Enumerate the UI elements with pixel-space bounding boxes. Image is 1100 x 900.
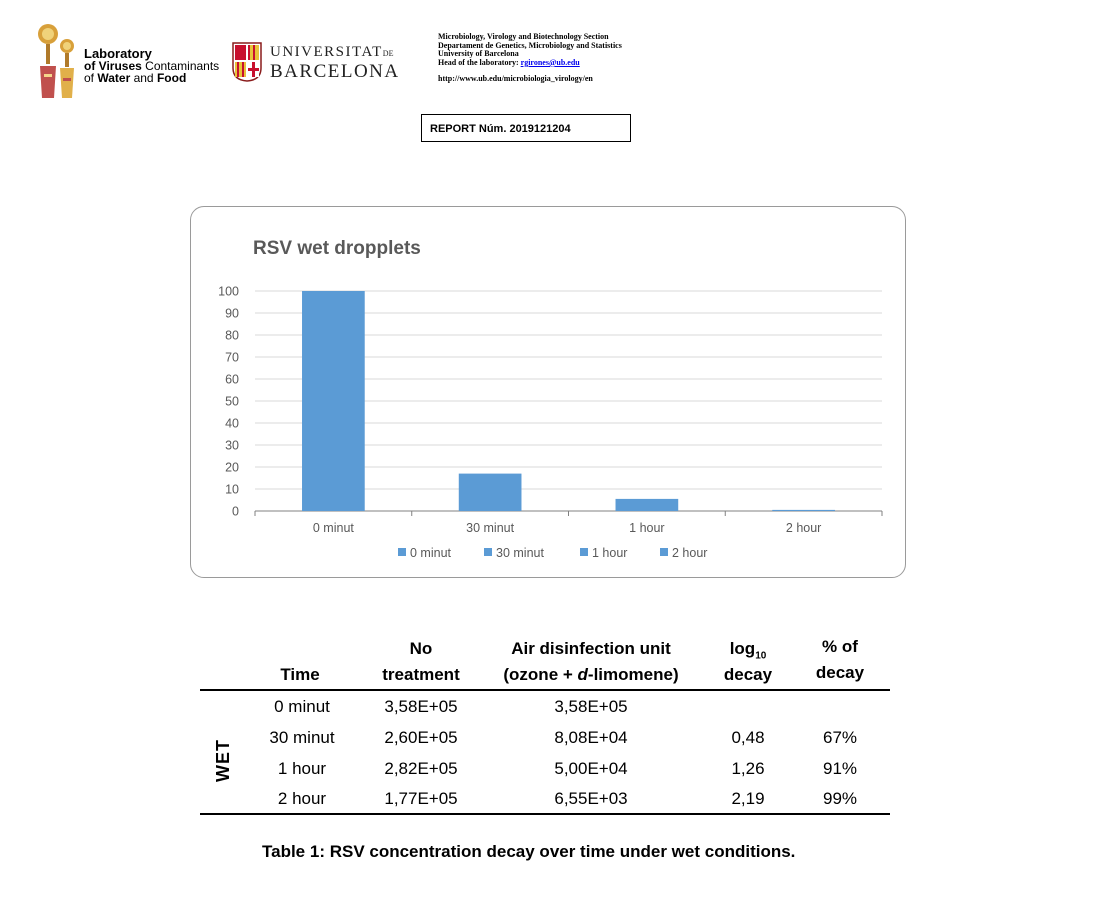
cell-time: 0 minut	[274, 697, 330, 716]
y-tick-label: 10	[225, 482, 239, 497]
header-time: Time	[280, 665, 320, 684]
info-department: Departament de Genetics, Microbiology and Statistics	[438, 40, 622, 50]
cell-pct: 99%	[822, 789, 858, 808]
legend-swatch	[398, 548, 406, 556]
lab-logo-line1: Laboratory	[84, 46, 152, 61]
legend-swatch	[484, 548, 492, 556]
cell-no-treatment: 1,77E+05	[384, 789, 458, 808]
legend-swatch	[580, 548, 588, 556]
cell-unit: 6,55E+03	[554, 789, 628, 808]
legend-swatch	[660, 548, 668, 556]
cell-no-treatment: 3,58E+05	[384, 697, 458, 716]
header-info	[438, 33, 622, 84]
x-tick-label: 0 minut	[312, 521, 354, 535]
info-head: Head of the laboratory: rgirones@ub.edu	[438, 57, 580, 67]
info-university: University of Barcelona	[438, 49, 519, 59]
y-tick-label: 80	[225, 328, 239, 343]
cell-no-treatment: 2,82E+05	[384, 759, 458, 778]
x-tick-label: 30 minut	[466, 521, 515, 535]
head-email-link[interactable]: rgirones@ub.edu	[520, 57, 580, 67]
chart-title: RSV wet dropplets	[253, 238, 421, 259]
header-pct-1: % of	[822, 637, 858, 656]
bar	[772, 510, 835, 511]
header-log-2: decay	[723, 665, 773, 684]
lab-logo-line2: of Viruses Contaminants	[84, 59, 220, 73]
group-label-wet: WET	[213, 739, 233, 782]
report-number-box: REPORT Núm. 2019121204	[421, 114, 631, 142]
x-tick-label: 1 hour	[629, 521, 665, 535]
university-name	[270, 44, 400, 82]
legend-label: 30 minut	[496, 546, 544, 560]
cell-unit: 3,58E+05	[554, 697, 628, 716]
header-pct-2: decay	[815, 663, 865, 682]
cell-time: 2 hour	[277, 789, 327, 808]
legend-label: 0 minut	[410, 546, 451, 560]
cell-pct: 91%	[822, 759, 858, 778]
bar-chart	[191, 207, 907, 579]
university-name-line1: UNIVERSITATDE	[270, 44, 394, 60]
lab-logo	[36, 22, 226, 102]
lab-logo-text	[84, 48, 219, 84]
cell-log: 2,19	[731, 789, 765, 808]
x-tick-label: 2 hour	[785, 521, 822, 535]
cell-time: 1 hour	[277, 759, 327, 778]
table-bottom-rule	[200, 813, 890, 815]
y-tick-label: 70	[225, 350, 239, 365]
y-tick-label: 20	[225, 460, 239, 475]
cell-log: 1,26	[731, 759, 765, 778]
chart-container	[190, 206, 906, 578]
table-caption: Table 1: RSV concentration decay over time under wet conditions.	[262, 842, 796, 861]
y-tick-label: 40	[225, 416, 239, 431]
lab-logo-figures-icon	[36, 22, 78, 98]
cell-pct: 67%	[822, 728, 858, 747]
y-tick-label: 90	[225, 306, 239, 321]
header-unit-1: Air disinfection unit	[511, 639, 671, 658]
info-url[interactable]: http://www.ub.edu/microbiologia_virology/en	[438, 74, 593, 84]
cell-no-treatment: 2,60E+05	[384, 728, 458, 747]
header-no-treatment-1: No	[409, 639, 433, 658]
results-table	[200, 630, 890, 820]
y-tick-label: 0	[232, 504, 239, 519]
university-name-line2: BARCELONA	[270, 61, 400, 82]
y-tick-label: 30	[225, 438, 239, 453]
university-shield-icon	[232, 42, 262, 82]
legend-label: 2 hour	[672, 546, 708, 560]
lab-logo-line3: of Water and Food	[84, 71, 187, 85]
y-tick-label: 60	[225, 372, 239, 387]
y-tick-label: 100	[218, 284, 239, 299]
cell-log: 0,48	[731, 728, 765, 747]
legend-label: 1 hour	[592, 546, 628, 560]
bar	[616, 499, 679, 511]
cell-unit: 5,00E+04	[554, 759, 628, 778]
header-unit-2: (ozone + d-limomene)	[503, 665, 679, 684]
bar	[459, 474, 522, 511]
cell-time: 30 minut	[269, 728, 335, 747]
info-section: Microbiology, Virology and Biotechnology Section	[438, 32, 609, 41]
bar	[302, 291, 365, 511]
university-logo	[232, 40, 402, 88]
header-no-treatment-2: treatment	[382, 665, 460, 684]
table-header-rule	[200, 689, 890, 691]
header-log-1: $\log_{10}$	[729, 639, 767, 662]
cell-unit: 8,08E+04	[554, 728, 628, 747]
y-tick-label: 50	[225, 394, 239, 409]
